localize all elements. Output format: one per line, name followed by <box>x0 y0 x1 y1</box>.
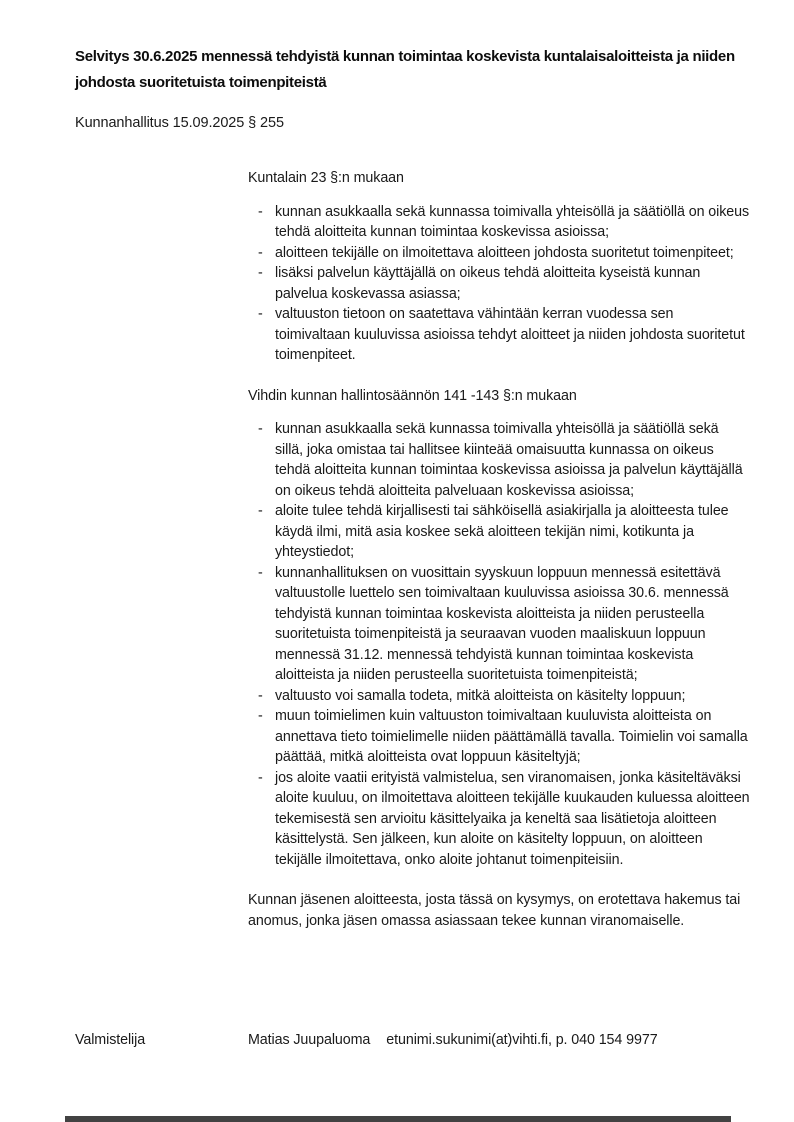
list-item <box>248 202 750 243</box>
document-title: Selvitys 30.6.2025 mennessä tehdyistä kunnan toimintaa koskevista kuntalaisaloitteista ja niiden johdosta suoritetuista toimenpiteistä <box>75 48 735 91</box>
bullet-dash: - <box>258 503 263 519</box>
list-item <box>248 263 750 304</box>
bullet-dash: - <box>258 265 263 281</box>
bullet-text: lisäksi palvelun käyttäjällä on oikeus tehdä aloitteita kyseistä kunnan palvelua koskevassa asiassa; <box>275 265 701 302</box>
preparer-contact: etunimi.sukunimi(at)vihti.fi, p. 040 154 9977 <box>386 1032 658 1048</box>
document-body <box>75 44 763 931</box>
bullet-dash: - <box>258 769 263 786</box>
bullet-list-kuntalaki <box>248 202 750 366</box>
list-item <box>248 686 750 707</box>
bullet-text: kunnanhallituksen on vuosittain syyskuun loppuun mennessä esitettävä valtuustolle luettelo sen toimivaltaan kuuluvissa asioissa 30.6. mennessä tehdyistä kunnan toimintaa koskevista aloitteista ja niiden perusteella suoritetuista toimenpiteistä ja seuraavan vuoden maaliskuun loppuun mennessä 31.12. mennessä tehdyistä kunnan toimintaa koskevista aloitteista ja niiden perusteella suoritetuista toimenpiteistä; <box>275 564 729 683</box>
list-item <box>248 419 750 501</box>
list-item <box>248 563 750 686</box>
bullet-text: aloite tulee tehdä kirjallisesti tai sähköisellä asiakirjalla ja aloitteesta tulee käydä ilmi, mitä asia koskee sekä aloitteen tekijän nimi, kotikunta ja yhteystiedot; <box>275 503 729 560</box>
preparer-label: Valmistelija <box>75 1032 146 1048</box>
section-heading-kuntalaki: Kuntalain 23 §:n mukaan <box>248 170 404 186</box>
bullet-dash: - <box>258 306 263 322</box>
bullet-dash: - <box>258 421 263 437</box>
bullet-text: kunnan asukkaalla sekä kunnassa toimivalla yhteisöllä ja säätiöllä on oikeus tehdä aloitteita kunnan toimintaa koskevissa asioissa; <box>275 203 750 240</box>
bullet-dash: - <box>258 564 263 581</box>
bullet-text: valtuuston tietoon on saatettava vähintään kerran vuodessa sen toimivaltaan kuuluvissa asioissa tehdyt aloitteet ja niiden johdosta suoritetut toimenpiteet. <box>275 306 745 363</box>
bullet-dash: - <box>258 244 263 261</box>
cropped-table-edge-bar <box>65 1116 731 1122</box>
document-content <box>248 168 750 931</box>
bullet-text: valtuusto voi samalla todeta, mitkä aloitteista on käsitelty loppuun; <box>275 687 686 704</box>
bullet-text: kunnan asukkaalla sekä kunnassa toimivalla yhteisöllä ja säätiöllä sekä sillä, joka omistaa tai hallitsee kiinteää omaisuutta kunnassa on oikeus tehdä aloitteita kunnan toimintaa koskevissa asioissa ja palvelun käyttäjällä on oikeus tehdä aloitteita palveluaan koskevissa asioissa; <box>275 421 743 499</box>
bullet-dash: - <box>258 687 263 704</box>
section-heading-hallintosaanto: Vihdin kunnan hallintosäännön 141 -143 §:n mukaan <box>248 387 577 404</box>
bullet-text: aloitteen tekijälle on ilmoitettava aloitteen johdosta suoritetut toimenpiteet; <box>275 244 734 261</box>
preparer-row <box>75 1030 765 1051</box>
bullet-dash: - <box>258 203 263 220</box>
list-item <box>248 304 750 366</box>
list-item <box>248 768 750 871</box>
bullet-text: muun toimielimen kuin valtuuston toimivaltaan kuuluvista aloitteista on annettava tieto toimielimelle niiden päättämällä tavalla. Toimielin voi samalla päättää, mitkä aloitteista ovat loppuun käsiteltyjä; <box>275 708 748 765</box>
list-item <box>248 501 750 563</box>
preparer-name: Matias Juupaluoma <box>248 1032 371 1048</box>
list-item <box>248 706 750 768</box>
committee-reference: Kunnanhallitus 15.09.2025 § 255 <box>75 115 284 131</box>
bullet-list-hallintosaanto <box>248 419 750 870</box>
list-item <box>248 243 750 264</box>
closing-paragraph: Kunnan jäsenen aloitteesta, josta tässä on kysymys, on erotettava hakemus tai anomus, jonka jäsen omassa asiassaan tekee kunnan viranomaiselle. <box>248 892 741 929</box>
bullet-text: jos aloite vaatii erityistä valmistelua, sen viranomaisen, jonka käsiteltäväksi aloite kuuluu, on ilmoitettava aloitteen tekijälle kuukauden kuluessa aloitteen tekemisestä sen arvioitu käsittelyaika ja keneltä saa lisätietoja aloitteen käsittelystä. Sen jälkeen, kun aloite on käsitelty loppuun, on aloitteen tekijälle ilmoitettava, onko aloite johtanut toimenpiteisiin. <box>275 769 750 868</box>
bullet-dash: - <box>258 708 263 724</box>
